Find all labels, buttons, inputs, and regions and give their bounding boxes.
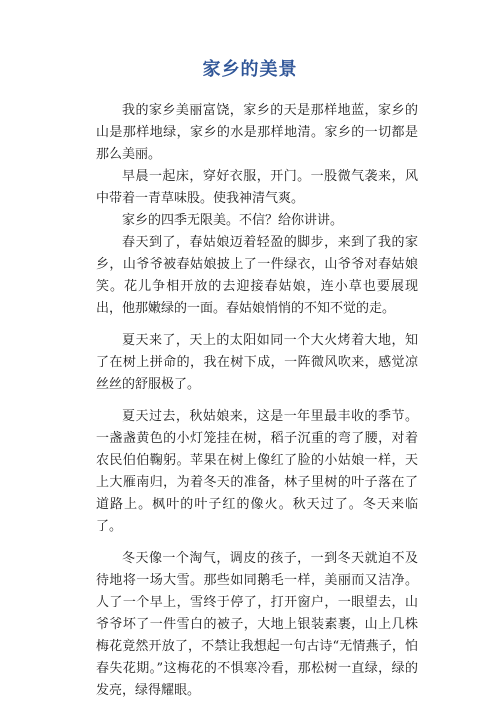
paragraph-summer: 夏天来了，天上的太阳如同一个大火烤着大地，知了在树上拼命的，我在树下成，一阵微风吹来，感觉凉丝丝的舒服极了。 xyxy=(96,333,418,392)
paragraph-autumn: 夏天过去，秋姑娘来，这是一年里最丰收的季节。一盏盏黄色的小灯笼挂在树，稻子沉重的弯了腰，对着农民伯伯鞠躬。苹果在树上像红了脸的小姑娘一样，天上大雁南归，为着冬天的准备，林子里树的叶子落在了道路上。枫叶的叶子红的像火。秋天过了。冬天来临了。 xyxy=(96,409,418,534)
paragraph-morning: 早晨一起床，穿好衣服，开门。一股微气袭来，风中带着一青草味股。使我神清气爽。 xyxy=(96,169,418,206)
paragraph-intro: 我的家乡美丽富饶，家乡的天是那样地蓝，家乡的山是那样地绿，家乡的水是那样地清。家乡的一切都是那么美丽。 xyxy=(96,103,418,162)
paragraph-four-seasons: 家乡的四季无限美。不信？给你讲讲。 xyxy=(122,213,344,228)
paragraph-winter: 冬天像一个淘气，调皮的孩子，一到冬天就迫不及待地将一场大雪。那些如同鹅毛一样，美丽而又洁净。人了一个早上，雪终于停了，打开窗户，一眼望去，山爷爷坏了一件雪白的被子，大地上银装素裹，山上几株梅花竟然开放了，不禁让我想起一句古诗“无情燕子，怕春失花期。”这梅花的不惧寒冷看，那松树一直绿，绿的发亮，绿得耀眼。 xyxy=(96,551,418,698)
article-body xyxy=(96,100,418,702)
paragraph-spring: 春天到了，春姑娘迈着轻盈的脚步，来到了我的家乡，山爷爷被春姑娘披上了一件绿衣，山爷爷对春姑娘笑。花儿争相开放的去迎接春姑娘，连小草也要展现出，他那嫩绿的一面。春姑娘悄悄的不知不觉的走。 xyxy=(96,235,418,316)
article-title: 家乡的美景 xyxy=(202,59,298,80)
